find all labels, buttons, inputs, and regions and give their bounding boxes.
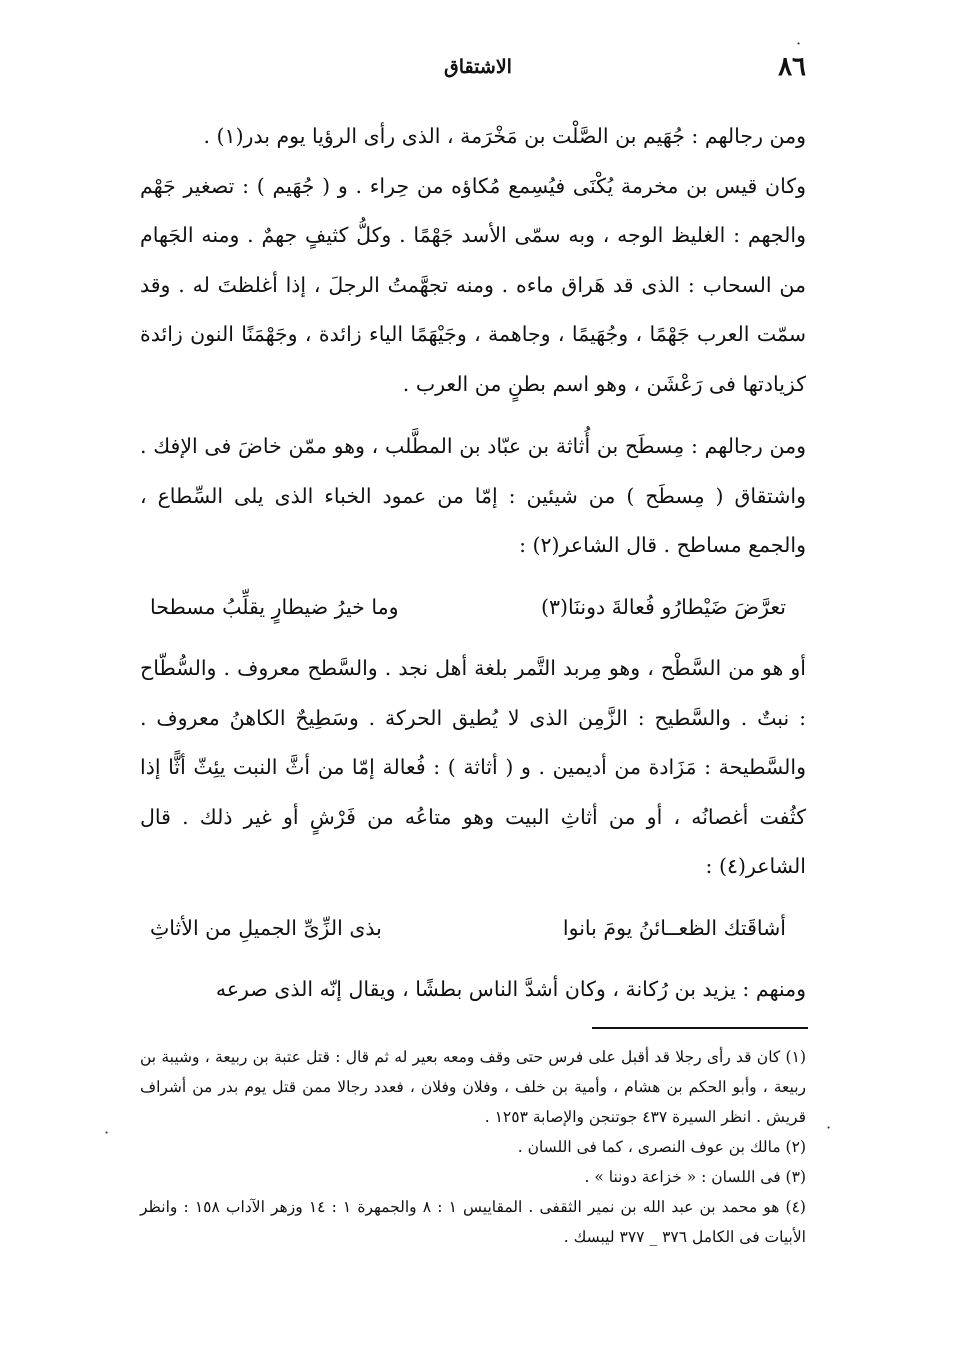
paragraph-mistah: ومن رجالهم : مِسطَح بن أُثاثة بن عبّاد بن المطَّلب ، وهو ممّن خاضَ فى الإفك . واشتقاق ( مِسطَح ) من شيئين : إمّا من عمود الخباء الذى يلى السِّطاع ، والجمع مساطح . قال الشاعر(٢) : (140, 434, 806, 557)
verse-1-first-hemistich: تعرَّضَ ضَيْطارُو فُعالةَ دوننَا(٣) (540, 594, 786, 619)
verse-1-second-hemistich: وما خيرُ ضيطارٍ يقلِّبُ مسطحا (150, 594, 399, 619)
verse-2-first-hemistich: أشاقَتك الظعــائنُ يومَ بانوا (562, 915, 786, 940)
print-speck: · (104, 1123, 110, 1142)
page-number: ٨٦ (778, 52, 806, 82)
footnotes (140, 1042, 806, 1252)
footnote-3: (٣) فى اللسان : « خزاعة دوننا » . (584, 1168, 806, 1186)
paragraph-yazid: ومنهم : يزيد بن رُكانة ، وكان أشدَّ الناس بطشًا ، ويقال إنّه الذى صرعه (215, 977, 806, 1001)
verse-line-1 (140, 583, 806, 633)
print-speck: · (796, 34, 802, 53)
verse-2-second-hemistich: بذى الزِّىِّ الجميلِ من الأثاثِ (150, 915, 382, 940)
running-title: الاشتقاق (444, 56, 512, 78)
footnote-1: (١) كان قد رأى رجلا قد أقبل على فرس حتى وقف ومعه بعير له ثم قال : قتل عتبة بن ربيعة ، وشيبة بن ربيعة ، وأبو الحكم بن هشام ، وأمية بن خلف ، وفلان وفلان ، فعدد رجالا ممن قتل يوم بدر من أشراف قريش . انظر السيرة ٤٣٧ جوتنجن والإصابة ١٢٥٣ . (140, 1048, 806, 1126)
footnote-2: (٢) مالك بن عوف النصرى ، كما فى اللسان . (517, 1138, 806, 1156)
footnote-4: (٤) هو محمد بن عبد الله بن نمير الثقفى . المقاييس ١ : ٨ والجمهرة ١ : ١٤ وزهر الآداب ١٥٨ : وانظر الأبيات فى الكامل ٣٧٦ _ ٣٧٧ ليبسك . (140, 1198, 806, 1246)
paragraph-sath-etymology: أو هو من السَّطْح ، وهو مِربد التَّمر بلغة أهل نجد . والسَّطح معروف . والسُّطّاح : نبتٌ . والسَّطيح : الزَّمِن الذى لا يُطيق الحركة . وسَطِيحٌ الكاهنُ معروف . والسَّطيحة : مَزَادة من أديمين . و ( أثاثة ) : فُعالة إمّا من أثَّ النبت يئِثّ أثًّا إذا كثُفت أغصانُه ، أو من أثاثِ البيت وهو متاعُه من فَرْشٍ أو غير ذلك . قال الشاعر(٤) : (140, 656, 806, 878)
body-text (140, 112, 806, 1015)
verse-line-2 (140, 904, 806, 954)
print-speck: · (826, 1118, 832, 1137)
paragraph-jahm-etymology: وكان قيس بن مخرمة يُكْنَى فيُسِمع مُكاؤه من حِراء . و ( جُهَيم ) : تصغير جَهْم والجهم : الغليظ الوجه ، وبه سمّى الأسد جَهْمًا . وكلُّ كثيفٍ جهمٌ . ومنه الجَهام من السحاب : الذى قد هَراق ماءه . ومنه تجهَّمتُ الرجلَ ، إذا أغلظتَ له . وقد سمّت العرب جَهْمًا ، وجُهَيمًا ، وجاهمة ، وجَيْهَمًا الياء زائدة ، وجَهْمَنًا النون زائدة كزيادتها فى رَعْشَن ، وهو اسم بطنٍ من العرب . (140, 173, 806, 396)
page-header (150, 52, 806, 92)
paragraph-jahim: ومن رجالهم : جُهَيم بن الصَّلْت بن مَخْرَمة ، الذى رأى الرؤيا يوم بدر(١) . (203, 124, 806, 148)
footnote-separator (592, 1027, 808, 1029)
